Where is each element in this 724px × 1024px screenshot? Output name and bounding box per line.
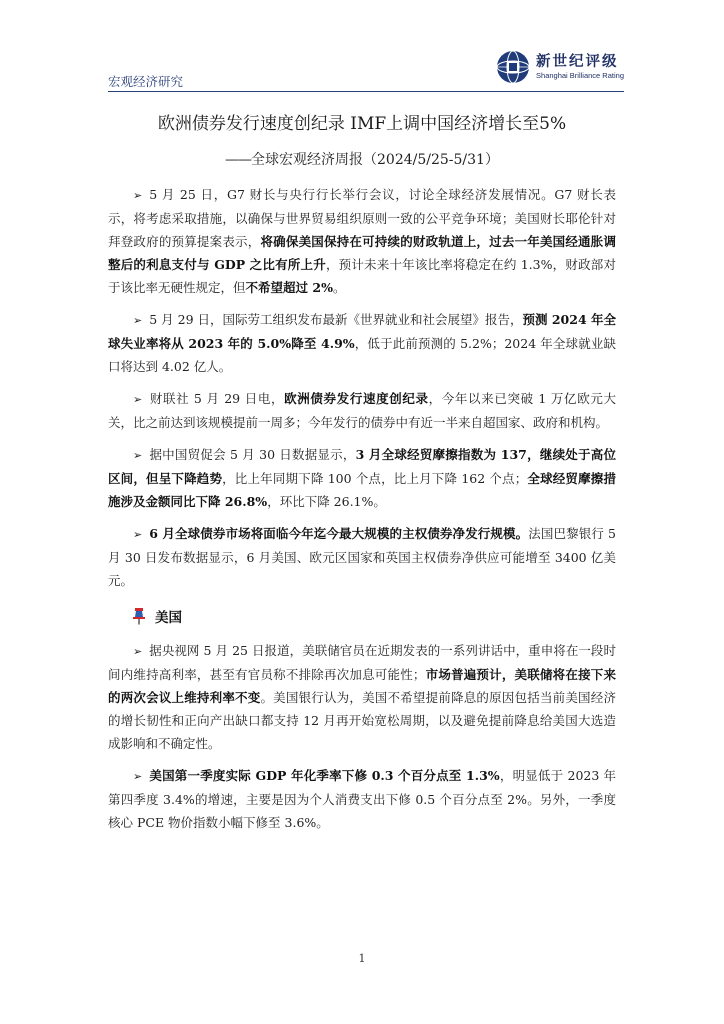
report-title: 欧洲债券发行速度创纪录 IMF上调中国经济增长至5% — [157, 114, 567, 134]
section-heading-us — [132, 605, 616, 627]
bullet-arrow-icon: ➢ — [133, 770, 143, 783]
header-divider — [108, 91, 624, 92]
subtitle-text: 全球宏观经济周报（2024/5/25-5/31） — [251, 152, 499, 168]
emphasis-text: 欧洲债券发行速度创纪录 — [284, 391, 429, 406]
emphasis-text: 全球经贸摩擦措施涉及金额同比下降 26.8% — [108, 471, 616, 509]
news-paragraph — [108, 522, 616, 592]
body-text: 。美国银行认为，美国不希望提前降息的原因包括当前美国经济的增长韧性和正向产出缺口都支持 12 月再开始宽松周期，以及避免提前降息给美国大选造成影响和不确定性。 — [108, 690, 616, 751]
bullet-arrow-icon: ➢ — [133, 645, 143, 658]
emphasis-text: 预测 2024 年全球失业率将从 2023 年的 5.0%降至 4.9% — [108, 312, 616, 351]
body-text: 财联社 5 月 29 日电， — [149, 391, 285, 406]
bullet-arrow-icon: ➢ — [133, 393, 143, 406]
logo-english-name: Shanghai Brilliance Rating — [536, 71, 624, 80]
news-paragraph — [108, 443, 616, 513]
body-text: ，环比下降 26.1%。 — [267, 494, 386, 509]
body-text: ，比上年同期下降 100 个点，比上月下降 162 个点； — [222, 471, 528, 486]
body-text: 。 — [332, 280, 346, 295]
emphasis-text: 6 月全球债券市场将面临今年迄今最大规模的主权债券净发行规模。 — [149, 526, 529, 541]
report-body — [108, 183, 616, 843]
body-text: 5 月 29 日，国际劳工组织发布最新《世界就业和社会展望》报告， — [149, 312, 523, 327]
emphasis-text: 将确保美国保持在可持续的财政轨道上，过去一年美国经通胀调整后的利息支付与 GDP 之比有所上升 — [108, 234, 616, 272]
section-label: 宏观经济研究 — [108, 74, 184, 89]
logo-chinese-name: 新世纪评级 — [536, 54, 619, 70]
emphasis-text: 美国第一季度实际 GDP 年化季率下修 0.3 个百分点至 1.3% — [149, 768, 500, 783]
news-paragraph — [108, 639, 616, 755]
news-paragraph — [108, 183, 616, 299]
emphasis-text: 不希望超过 2% — [245, 280, 333, 295]
news-paragraph — [108, 387, 616, 434]
globe-logo-icon — [496, 50, 530, 84]
body-text: 据央视网 5 月 25 日报道，美联储官员在近期发表的一系列讲话中，重申将在一段时间内维持高利率，甚至有官员称不排除再次加息可能性； — [108, 643, 616, 682]
emphasis-text: 市场普遍预计，美联储将在接下来的两次会议上维持利率不变 — [108, 667, 616, 705]
global-news-list — [108, 183, 616, 592]
bullet-arrow-icon: ➢ — [133, 189, 143, 202]
page-number: 1 — [358, 952, 366, 965]
body-text: 据中国贸促会 5 月 30 日数据显示， — [149, 447, 356, 462]
pushpin-icon — [132, 607, 146, 625]
subtitle-dash: —— — [225, 152, 252, 168]
news-paragraph — [108, 308, 616, 378]
body-text: 5 月 25 日，G7 财长与央行行长举行会议，讨论全球经济发展情况。G7 财长表示，将考虑采取措施，以确保与世界贸易组织原则一致的公平竞争环境；美国财长耶伦针对拜登政府的预算提案表示， — [108, 187, 616, 249]
body-text: ，今年以来已突破 1 万亿欧元大关，比之前达到该规模提前一周多；今年发行的债券中有近一半来自超国家、政府和机构。 — [108, 391, 616, 430]
bullet-arrow-icon: ➢ — [133, 528, 143, 541]
section-heading-text: 美国 — [155, 610, 182, 626]
us-news-list — [108, 639, 616, 834]
body-text: ，预计未来十年该比率将稳定在约 1.3%，财政部对于该比率无硬性规定，但 — [108, 257, 617, 295]
emphasis-text: 3 月全球经贸摩擦指数为 137，继续处于高位区间，但呈下降趋势 — [108, 447, 616, 486]
company-logo — [496, 50, 624, 84]
bullet-arrow-icon: ➢ — [133, 314, 143, 327]
body-text: ，低于此前预测的 5.2%；2024 年全球就业缺口将达到 4.02 亿人。 — [108, 336, 616, 374]
body-text: 法国巴黎银行 5 月 30 日发布数据显示，6 月美国、欧元区国家和英国主权债券净供应可能增至 3400 亿美元。 — [108, 526, 616, 588]
report-subtitle — [0, 149, 724, 169]
page-header — [108, 44, 624, 92]
news-paragraph — [108, 764, 616, 834]
body-text: ，明显低于 2023 年第四季度 3.4%的增速，主要是因为个人消费支出下修 0.5 个百分点至 2%。另外，一季度核心 PCE 物价指数小幅下修至 3.6%。 — [108, 768, 616, 830]
bullet-arrow-icon: ➢ — [133, 449, 143, 462]
